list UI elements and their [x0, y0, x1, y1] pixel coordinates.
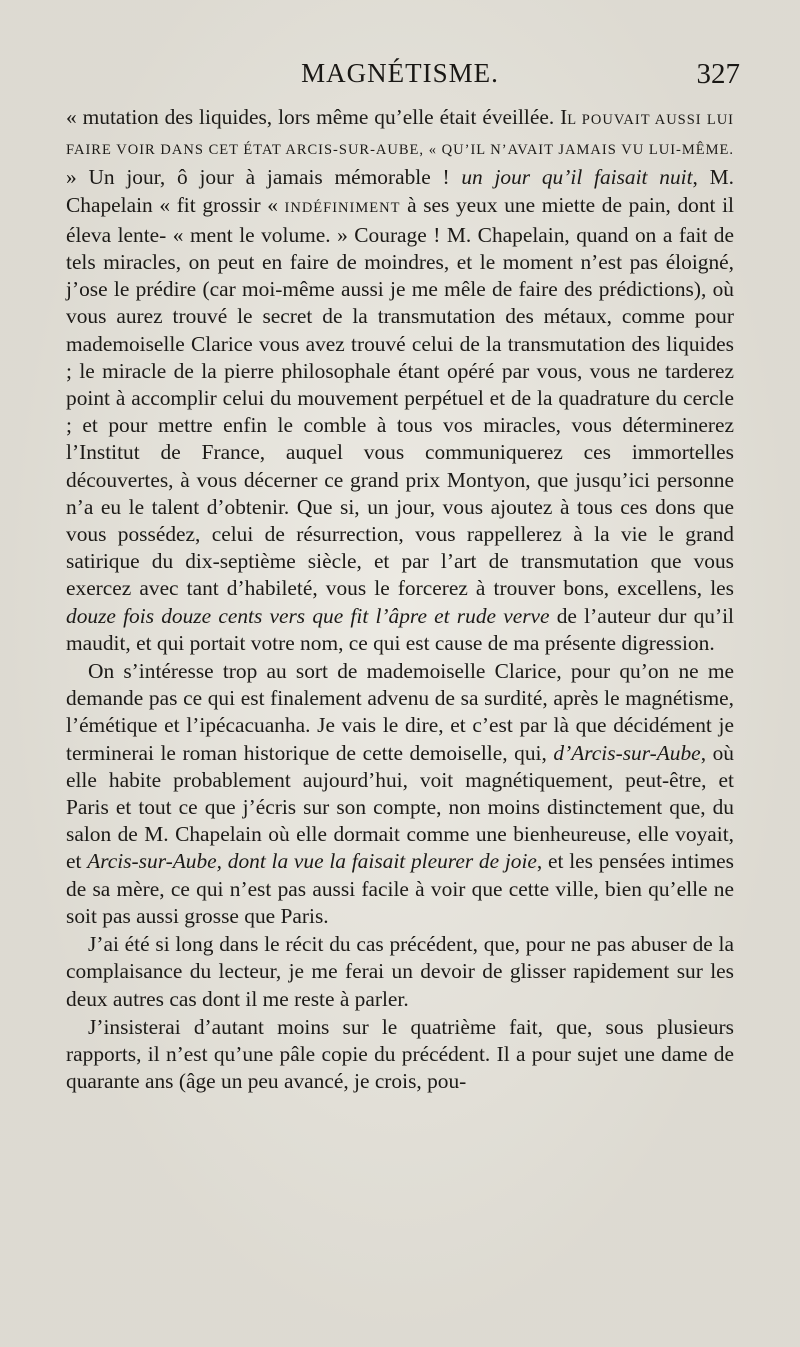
- running-head: MAGNÉTISME.: [301, 58, 499, 88]
- body-text: [66, 104, 734, 1095]
- text-run: , M. Chapelain « fit grossir «: [66, 165, 734, 217]
- text-run: On s’intéresse trop au sort de mademoiselle Clarice, pour qu’on ne me demande pas ce qui est finalement advenu de sa surdité, après le magnétisme, l’émétique et l’ipécacuanha. Je vais le dire, et c’est par là que décidément je terminerai le roman historique de cette demoiselle, qui,: [66, 659, 734, 765]
- italic-text: d’Arcis-sur-Aube: [553, 740, 701, 765]
- text-run: J’ai été si long dans le récit du cas précédent, que, pour ne pas abuser de la complaisance du lecteur, je me ferai un devoir de glisser rapidement sur les deux autres cas dont il me reste à parler.: [66, 932, 734, 1011]
- small-caps-text: INDÉFINIMENT: [284, 199, 401, 216]
- small-caps-text: L POUVAIT AUSSI LUI FAIRE VOIR DANS CET ÉTAT ARCIS-SUR-AUBE, « QU’IL N’AVAIT JAMAIS VU LUI-MÊME.: [66, 112, 734, 159]
- text-run: à ses yeux une miette de pain, dont il éleva lente- « ment le volume. » Courage ! M. Chapelain, quand on a fait de tels miracles, on peut en faire de moindres, et le moment n’est pas éloigné, j’ose le prédire (car moi-même aussi je me mêle de faire des prédictions), où vous aurez trouvé le secret de la transmutation des métaux, comme pour mademoiselle Clarice vous avez trouvé celui de la transmutation des liquides ; le miracle de la pierre philosophale étant opéré par vous, vous ne tarderez point à accomplir celui du mouvement perpétuel et de la quadrature du cercle ; et pour mettre enfin le comble à tous vos miracles, vous déterminerez l’Institut de France, auquel vous communiquerez ces immortelles découvertes, à vous décerner ce grand prix Montyon, que jusqu’ici personne n’a eu le talent d’obtenir. Que si, un jour, vous ajoutez à tous ces dons que vous possédez, celui de résurrection, vous rappellerez à la vie le grand satirique du dix-septième siècle, et par l’art de transmutation que vous exercez avec tant d’habileté, vous le forcerez à trouver bons, excellens, les: [66, 192, 734, 601]
- page-header: [60, 58, 740, 98]
- text-run: , où elle habite probablement aujourd’hui, voit magnétiquement, peut-être, et Paris et tout ce que j’écris sur son compte, non moins distinctement que, du salon de M. Chapelain où elle dormait comme une bienheureuse, elle voyait, et: [66, 740, 735, 874]
- text-run: , et les pensées intimes de sa mère, ce qui n’est pas aussi facile à voir que cette ville, bien qu’elle ne soit pas aussi grosse que Paris.: [66, 849, 734, 928]
- text-run: « mutation des liquides, lors même qu’elle était éveillée. I: [66, 105, 568, 129]
- text-run: » Un jour, ô jour à jamais mémorable !: [66, 165, 462, 190]
- paragraph-2: [66, 658, 734, 930]
- paragraph-4: [66, 1014, 734, 1096]
- italic-text: douze fois douze cents vers que fit l’âpre et rude verve: [66, 603, 550, 628]
- italic-text: un jour qu’il faisait nuit: [461, 165, 693, 190]
- paragraph-3: [66, 931, 734, 1013]
- text-run: de l’auteur dur qu’il maudit, et qui portait votre nom, ce qui est cause de ma présente digression.: [66, 603, 734, 655]
- paragraph-1: [66, 104, 734, 657]
- italic-text: Arcis-sur-Aube, dont la vue la faisait pleurer de joie: [87, 849, 537, 874]
- text-run: J’insisterai d’autant moins sur le quatrième fait, que, sous plusieurs rapports, il n’est qu’une pâle copie du précédent. Il a pour sujet une dame de quarante ans (âge un peu avancé, je crois, pou-: [66, 1014, 734, 1094]
- page-number: 327: [696, 58, 740, 90]
